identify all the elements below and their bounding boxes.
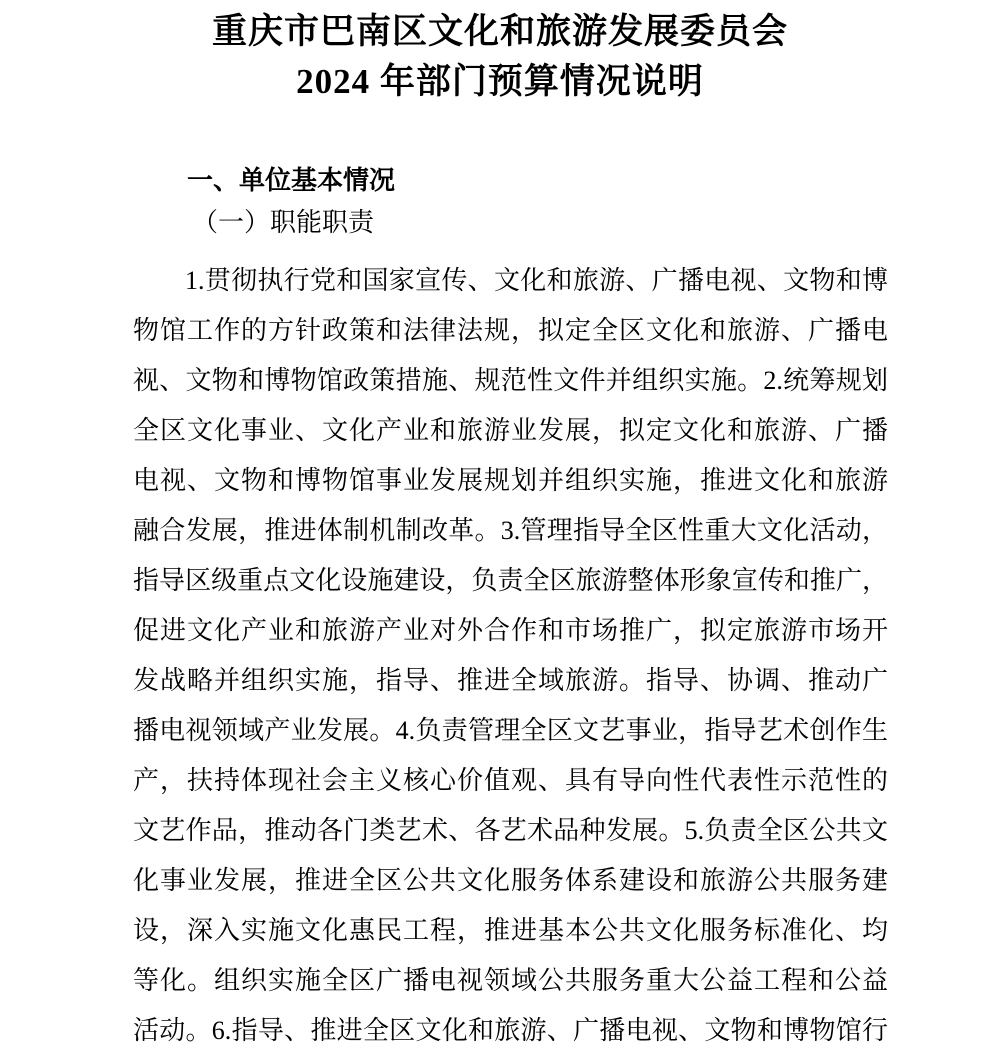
body-text-line: 物馆工作的方针政策和法律法规，拟定全区文化和旅游、广播电 <box>133 316 888 345</box>
body-text-line: 文艺作品，推动各门类艺术、各艺术品种发展。5.负责全区公共文 <box>133 816 888 845</box>
body-text-line: 设，深入实施文化惠民工程，推进基本公共文化服务标准化、均 <box>133 916 888 945</box>
body-text-line: 促进文化产业和旅游产业对外合作和市场推广，拟定旅游市场开 <box>133 616 888 645</box>
body-text-line: 活动。6.指导、推进全区文化和旅游、广播电视、文物和博物馆行 <box>133 1016 888 1045</box>
subsection-heading: （一）职能职责 <box>192 208 375 237</box>
body-text-line: 视、文物和博物馆政策措施、规范性文件并组织实施。2.统筹规划 <box>133 366 888 395</box>
body-text-line: 融合发展，推进体制机制改革。3.管理指导全区性重大文化活动， <box>133 516 888 545</box>
body-text-line: 化事业发展，推进全区公共文化服务体系建设和旅游公共服务建 <box>133 866 888 895</box>
body-text-line: 发战略并组织实施，指导、推进全域旅游。指导、协调、推动广 <box>133 666 888 695</box>
body-text-line: 指导区级重点文化设施建设，负责全区旅游整体形象宣传和推广， <box>133 566 888 595</box>
document-title-line-1: 重庆市巴南区文化和旅游发展委员会 <box>211 12 788 51</box>
body-text-line: 1.贯彻执行党和国家宣传、文化和旅游、广播电视、文物和博 <box>185 266 888 295</box>
section-heading: 一、单位基本情况 <box>187 165 396 195</box>
body-text-line: 播电视领域产业发展。4.负责管理全区文艺事业，指导艺术创作生 <box>133 716 888 745</box>
document-title <box>0 0 1000 107</box>
body-text-line: 产，扶持体现社会主义核心价值观、具有导向性代表性示范性的 <box>133 766 888 795</box>
body-text-line: 全区文化事业、文化产业和旅游业发展，拟定文化和旅游、广播 <box>133 416 888 445</box>
body-paragraph <box>133 256 888 1050</box>
body-text-line: 等化。组织实施全区广播电视领域公共服务重大公益工程和公益 <box>133 966 888 995</box>
document-title-line-2: 2024 年部门预算情况说明 <box>296 62 704 101</box>
body-text-line: 电视、文物和博物馆事业发展规划并组织实施，推进文化和旅游 <box>133 466 888 495</box>
